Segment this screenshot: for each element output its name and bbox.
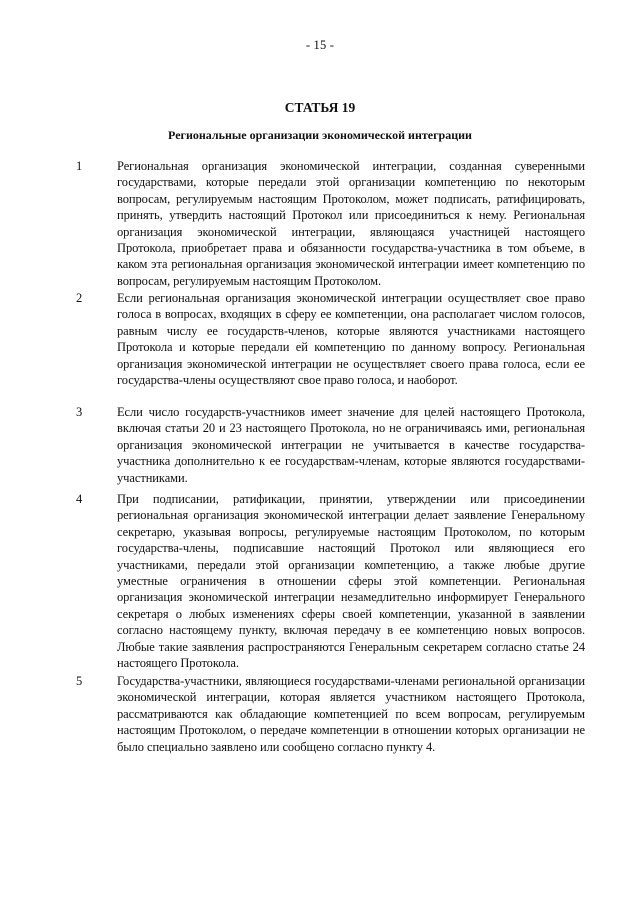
article-subtitle: Региональные организации экономической интеграции [168, 128, 472, 142]
article-title: СТАТЬЯ 19 [284, 100, 356, 115]
clause-text: Региональная организация экономической интеграции, созданная суверенными государствами, которые передали этой организации компетенцию по некоторым вопросам, регулируемым настоящим Протоколом, может подписать, ратифицировать, принять, утвердить настоящий Протокол или присоединиться к нему. Региональная организация экономической интеграции, являющаяся участницей настоящего Протокола, приобретает права и обязанности государства-участника в том объеме, в каком эта региональная организация экономической интеграции имеет компетенцию по вопросам, регулируемым настоящим Протоколом. [117, 159, 585, 288]
clause-number: 2 [76, 291, 83, 305]
clause-text: При подписании, ратификации, принятии, утверждении или присоединении региональная организация экономической интеграции делает заявление Генеральному секретарю, указывая вопросы, регулируемые настоящим Протоколом, по которым государства-члены, подписавшие настоящий Протокол или являющиеся его участниками, передали этой организации компетенцию, а также любые другие уместные ограничения в отношении сферы этой компетенции. Региональная организация экономической интеграции незамедлительно информирует Генерального секретаря о любых изменениях сферы своей компетенции, указанной в заявлении согласно настоящему пункту, включая передачу в ее компетенцию новых вопросов. Любые такие заявления распространяются Генеральным секретарем согласно статье 24 настоящего Протокола. [117, 492, 585, 671]
page-number: - 15 - [305, 38, 335, 52]
clause-text: Государства-участники, являющиеся государствами-членами региональной организации экономической интеграции, которая является участником настоящего Протокола, рассматриваются как обладающие компетенцией по всем вопросам, регулируемым настоящим Протоколом, о передаче компетенции в отношении которых организации не было специально заявлено или сообщено согласно пункту 4. [117, 674, 585, 754]
clause-text: Если региональная организация экономической интеграции осуществляет свое право голоса в вопросах, входящих в сферу ее компетенции, она располагает числом голосов, равным числу ее государств-членов, которые являются участниками настоящего Протокола и которые передали ей компетенцию по данному вопросу. Региональная организация экономической интеграции не осуществляет своего права голоса, если ее государства-члены осуществляют свое право голоса, и наоборот. [117, 291, 585, 388]
clause-number: 4 [76, 492, 83, 506]
clause-number: 5 [76, 674, 83, 688]
clause-number: 3 [76, 405, 83, 419]
clause-number: 1 [76, 159, 83, 173]
clause-text: Если число государств-участников имеет значение для целей настоящего Протокола, включая статьи 20 и 23 настоящего Протокола, но не ограничиваясь ими, региональная организация экономической интеграции не учитывается в качестве государства-участника дополнительно к ее государствам-членам, которые являются государствами-участниками. [117, 405, 585, 485]
